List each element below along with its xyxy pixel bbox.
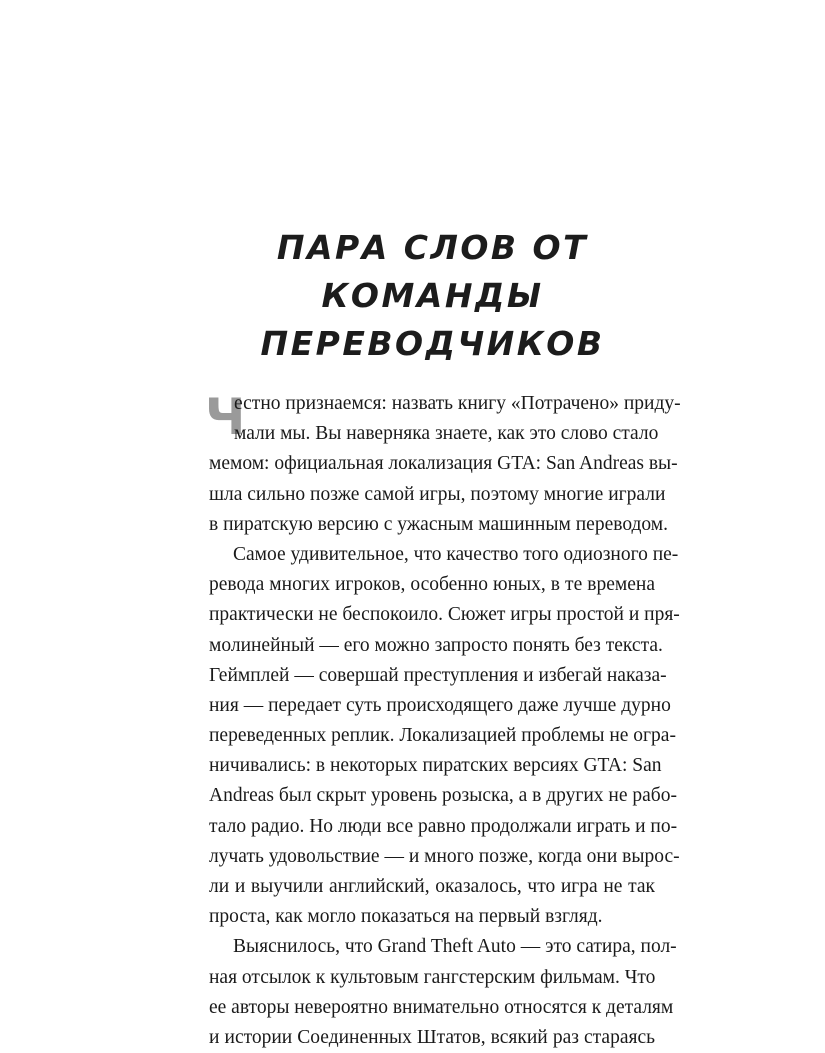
text-line: в пиратскую версию с ужасным машинным переводом. <box>209 513 669 535</box>
text-line: проста, как могло показаться на первый взгляд. <box>209 906 603 928</box>
text-line: Самое удивительное, что качество того одиозного пе- <box>233 543 679 565</box>
chapter-title-line-2: ПЕРЕВОДЧИКОВ <box>260 324 605 363</box>
text-line: мали мы. Вы наверняка знаете, как это слово стало <box>234 423 659 445</box>
text-line: мемом: официальная локализация GTA: San Andreas вы- <box>209 453 678 475</box>
text-line: молинейный — его можно запросто понять без текста. <box>209 634 663 656</box>
text-line: лучать удовольствие — и много позже, когда они вырос- <box>209 845 680 867</box>
text-line: ее авторы невероятно внимательно относятся к деталям <box>209 996 674 1018</box>
text-line: Andreas был скрыт уровень розыска, а в других не рабо- <box>209 785 677 807</box>
chapter-title-line-1: ПАРА СЛОВ ОТ КОМАНДЫ <box>276 228 589 315</box>
drop-cap-letter: Ч <box>205 388 246 446</box>
text-line: тало радио. Но люди все равно продолжали играть и по- <box>209 815 678 837</box>
text-line: ная отсылок к культовым гангстерским фильмам. Что <box>209 966 656 988</box>
text-line: Геймплей — совершай преступления и избегай наказа- <box>209 664 667 686</box>
text-line: ли и выучили английский, оказалось, что игра не так <box>209 876 655 897</box>
text-line: ния — передает суть происходящего даже лучше дурно <box>209 694 671 716</box>
text-line: шла сильно позже самой игры, поэтому многие играли <box>209 483 666 505</box>
text-line: и истории Соединенных Штатов, всякий раз стараясь <box>209 1026 655 1048</box>
body-text <box>209 389 681 1053</box>
text-line: переведенных реплик. Локализацией проблемы не огра- <box>209 725 676 747</box>
text-line: ревода многих игроков, особенно юных, в те времена <box>209 574 655 596</box>
text-line: естно признаемся: назвать книгу «Потрачено» приду- <box>234 393 681 414</box>
chapter-title <box>160 224 705 368</box>
text-line: Выяснилось, что Grand Theft Auto — это сатира, пол- <box>233 936 677 958</box>
text-line: ничивались: в некоторых пиратских версиях GTA: San <box>209 755 662 777</box>
text-line: практически не беспокоило. Сюжет игры простой и пря- <box>209 604 680 626</box>
